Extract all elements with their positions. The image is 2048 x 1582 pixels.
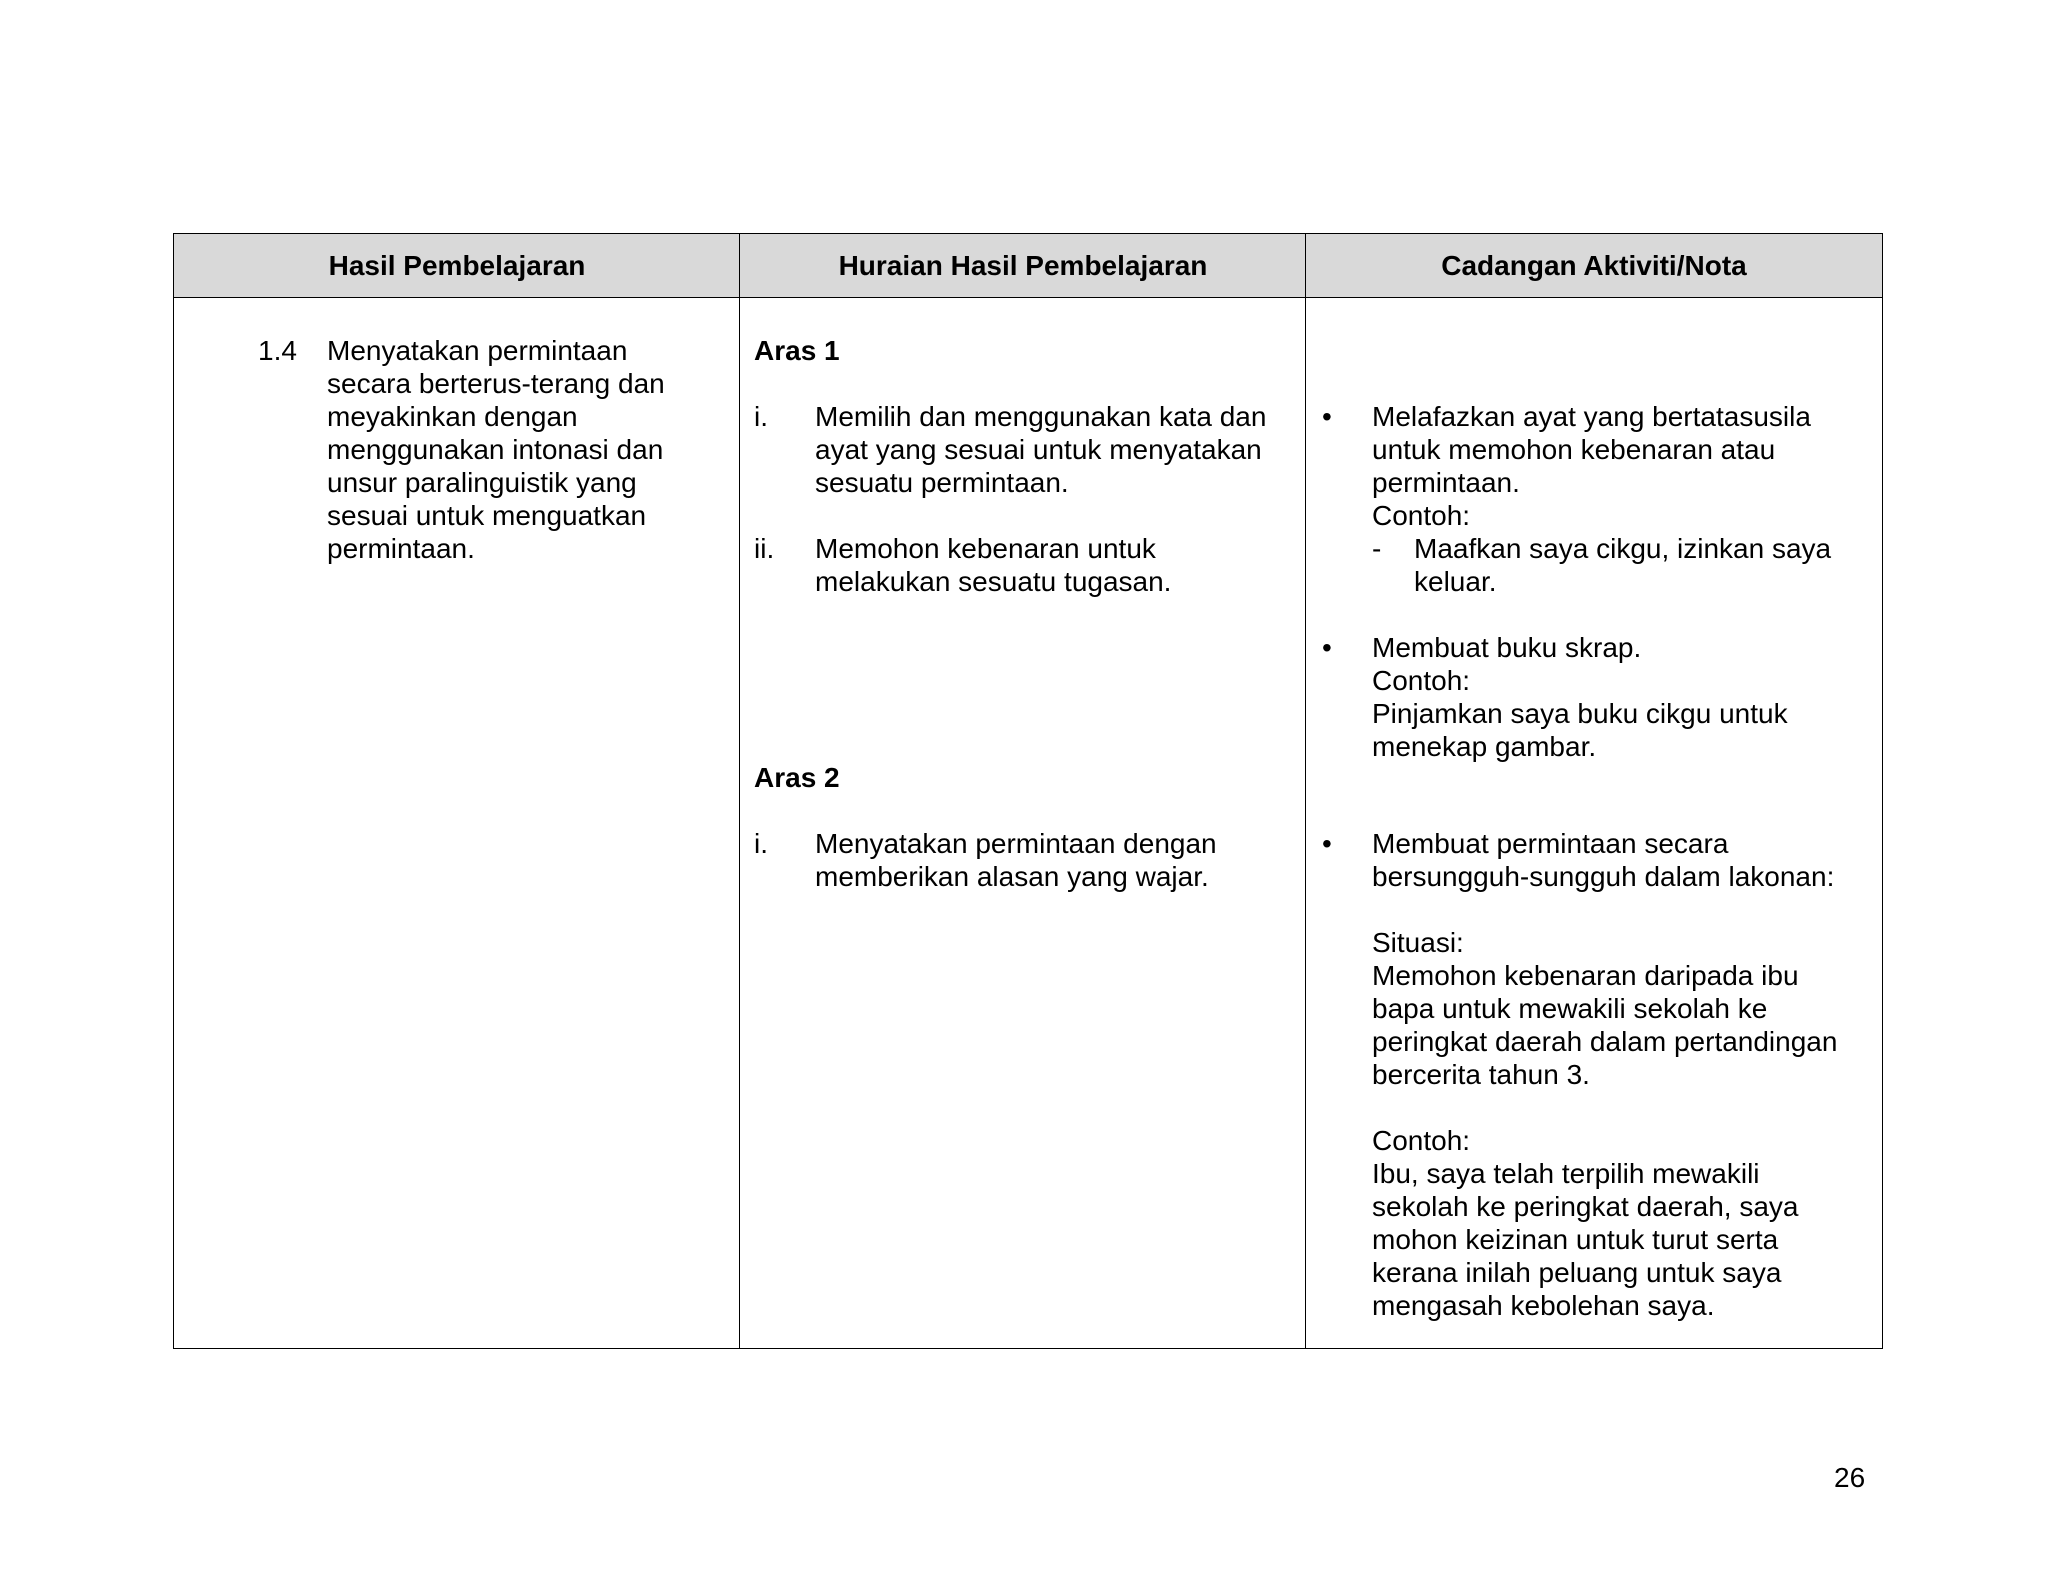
activity-line: Membuat buku skrap. bbox=[1372, 632, 1642, 663]
activity-line: Maafkan saya cikgu, izinkan saya bbox=[1414, 533, 1832, 564]
description-line: Memilih dan menggunakan kata dan bbox=[815, 401, 1267, 432]
outcome-number: 1.4 bbox=[258, 335, 297, 366]
activity-line: keluar. bbox=[1414, 566, 1497, 597]
learning-outcomes-table bbox=[173, 233, 1883, 1349]
column-divider bbox=[739, 234, 740, 1348]
example-line: mengasah kebolehan saya. bbox=[1372, 1290, 1715, 1321]
situation-line: peringkat daerah dalam pertandingan bbox=[1372, 1026, 1838, 1057]
activity-line: bersungguh-sungguh dalam lakonan: bbox=[1372, 861, 1835, 892]
description-line: melakukan sesuatu tugasan. bbox=[815, 566, 1172, 597]
dash-icon: - bbox=[1372, 533, 1382, 564]
example-line: mohon keizinan untuk turut serta bbox=[1372, 1224, 1779, 1255]
column-divider bbox=[1305, 234, 1306, 1348]
header-hasil-pembelajaran: Hasil Pembelajaran bbox=[174, 234, 740, 298]
list-marker: i. bbox=[754, 401, 768, 432]
activity-line: Membuat permintaan secara bbox=[1372, 828, 1729, 859]
activity-line: Melafazkan ayat yang bertatasusila bbox=[1372, 401, 1811, 432]
example-line: Contoh: bbox=[1372, 1125, 1471, 1156]
outcome-text-line: permintaan. bbox=[327, 533, 475, 564]
level-heading-aras-1: Aras 1 bbox=[754, 335, 840, 366]
outcome-text-line: secara berterus-terang dan bbox=[327, 368, 665, 399]
activity-line: permintaan. bbox=[1372, 467, 1520, 498]
example-line: sekolah ke peringkat daerah, saya bbox=[1372, 1191, 1799, 1222]
bullet-icon: • bbox=[1322, 632, 1332, 663]
description-line: memberikan alasan yang wajar. bbox=[815, 861, 1209, 892]
header-huraian-hasil-pembelajaran: Huraian Hasil Pembelajaran bbox=[740, 234, 1306, 298]
level-heading-aras-2: Aras 2 bbox=[754, 762, 840, 793]
description-line: sesuatu permintaan. bbox=[815, 467, 1069, 498]
description-line: Menyatakan permintaan dengan bbox=[815, 828, 1217, 859]
description-line: Memohon kebenaran untuk bbox=[815, 533, 1156, 564]
example-line: kerana inilah peluang untuk saya bbox=[1372, 1257, 1782, 1288]
activity-line: Pinjamkan saya buku cikgu untuk bbox=[1372, 698, 1788, 729]
list-marker: i. bbox=[754, 828, 768, 859]
activity-line: untuk memohon kebenaran atau bbox=[1372, 434, 1776, 465]
outcome-text-line: meyakinkan dengan bbox=[327, 401, 578, 432]
outcome-text-line: Menyatakan permintaan bbox=[327, 335, 628, 366]
header-cadangan-aktiviti-nota: Cadangan Aktiviti/Nota bbox=[1306, 234, 1882, 298]
activity-line: Contoh: bbox=[1372, 500, 1471, 531]
outcome-text-line: unsur paralinguistik yang bbox=[327, 467, 637, 498]
bullet-icon: • bbox=[1322, 401, 1332, 432]
situation-line: bapa untuk mewakili sekolah ke bbox=[1372, 993, 1768, 1024]
activity-line: menekap gambar. bbox=[1372, 731, 1597, 762]
situation-line: Memohon kebenaran daripada ibu bbox=[1372, 960, 1799, 991]
example-line: Ibu, saya telah terpilih mewakili bbox=[1372, 1158, 1760, 1189]
bullet-icon: • bbox=[1322, 828, 1332, 859]
outcome-text-line: sesuai untuk menguatkan bbox=[327, 500, 647, 531]
list-marker: ii. bbox=[754, 533, 775, 564]
outcome-text-line: menggunakan intonasi dan bbox=[327, 434, 664, 465]
page-number: 26 bbox=[1834, 1462, 1866, 1493]
description-line: ayat yang sesuai untuk menyatakan bbox=[815, 434, 1262, 465]
situation-line: Situasi: bbox=[1372, 927, 1464, 958]
situation-line: bercerita tahun 3. bbox=[1372, 1059, 1590, 1090]
activity-line: Contoh: bbox=[1372, 665, 1471, 696]
